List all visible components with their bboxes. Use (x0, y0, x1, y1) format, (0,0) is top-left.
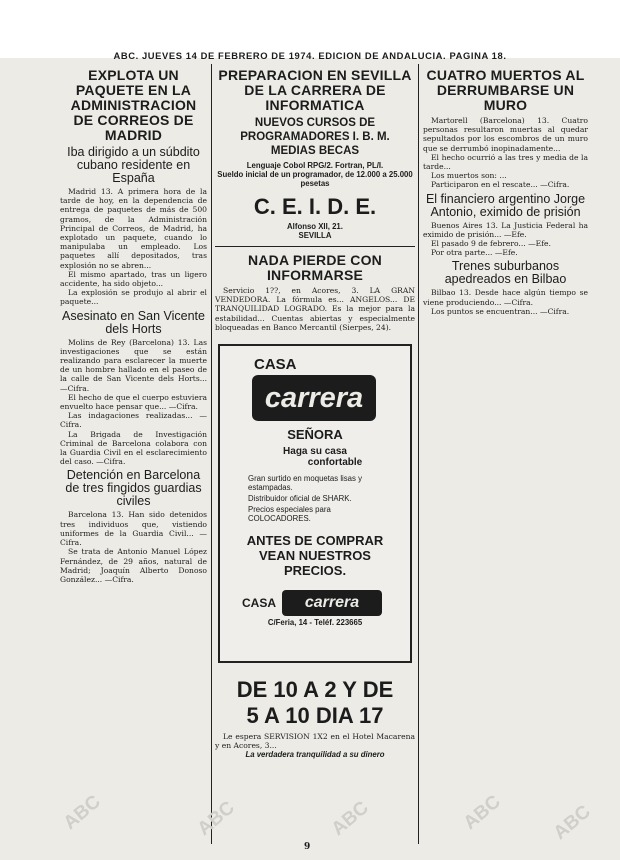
page-number: 9 (304, 842, 311, 852)
article-paragraph: Se trata de Antonio Manuel López Fernández, de 29 años, natural de Madrid; Joaquín Alberto Donoso González... —Cifra. (60, 547, 207, 584)
column-left (60, 66, 207, 846)
ceide-city: SEVILLA (298, 231, 332, 240)
ad-text: Distribuidor oficial de SHARK. (248, 494, 352, 504)
ad-haga-1: Haga su casa (283, 446, 347, 458)
ad-line: MEDIAS BECAS (270, 145, 360, 157)
ad-footer: La verdadera tranquilidad a su dinero (245, 750, 385, 760)
watermark-abc: ABC (459, 791, 505, 834)
headline-cuatro-muertos: CUATRO MUERTOS AL DERRUMBARSE UN MURO (426, 67, 585, 113)
article-paragraph: Por otra parte... —Efe. (431, 248, 518, 258)
article-paragraph: Martorell (Barcelona) 13. Cuatro personas resultaron muertas al quedar sepultados por los escombros de un muro que se derrumbó inopinadamente... (423, 116, 588, 153)
article-paragraph: La explosión se produjo al abrir el paquete... (60, 288, 207, 307)
article-paragraph: El mismo apartado, tras un ligero accidente, ha sido objeto... (60, 269, 207, 289)
section-divider (215, 246, 415, 247)
ad-line: PROGRAMADORES I. B. M. (240, 131, 390, 143)
watermark-abc: ABC (193, 797, 239, 840)
column-rule-left (211, 64, 212, 844)
article-paragraph: Barcelona 13. Han sido detenidos tres individuos que, vistiendo uniformes de la Guardia Civil... —Cifra. (60, 510, 207, 548)
ad-casa-label-2: CASA (242, 596, 277, 611)
column-rule-right (418, 64, 419, 844)
article-paragraph: Buenos Aires 13. La Justicia Federal ha eximido de prisión... —Efe. (423, 220, 588, 239)
watermark-abc: ABC (327, 797, 373, 840)
column-middle (215, 66, 415, 846)
ad-line: Lenguaje Cobol RPG/2. Fortran, PL/I. (246, 161, 384, 170)
headline-informatica: PREPARACION EN SEVILLA DE LA CARRERA DE INFORMATICA (218, 67, 412, 113)
article-paragraph: Los muertos son: ... (431, 171, 507, 181)
ceide-brand: C. E. I. D. E. (253, 194, 377, 219)
big-line-2: 5 A 10 DIA 17 (246, 703, 384, 729)
ad-line: NUEVOS CURSOS DE (254, 117, 376, 129)
article-paragraph: El hecho de que el cuerpo estuviera envuelto hace pensar que... —Cifra. (60, 392, 207, 412)
carrera-logo: carrera (252, 375, 376, 421)
ad-casa-label: CASA (254, 356, 297, 374)
subhead-financiero: El financiero argentino Jorge Antonio, eximido de prisión (425, 191, 586, 219)
article-paragraph: Los puntos se encuentran... —Cifra. (431, 306, 570, 316)
carrera-logo-small: carrera (282, 590, 382, 616)
subhead-trenes: Trenes suburbanos apedreados en Bilbao (444, 259, 567, 287)
article-paragraph: Le espera SERVISION 1X2 en el Hotel Macarena y en Acores, 3... (215, 732, 415, 751)
article-paragraph: Bilbao 13. Desde hace algún tiempo se viene produciendo... —Cifra. (423, 288, 588, 307)
casa-carrera-ad (218, 344, 412, 663)
watermark-abc: ABC (59, 791, 105, 834)
subhead-cubano: Iba dirigido a un súbdito cubano residente en España (67, 145, 200, 185)
article-paragraph: Molins de Rey (Barcelona) 13. Las investigaciones que se están realizando para esclarecer la muerte de un hombre hallado en el paseo de la calle de San Vicente dels Horts... —Cifra. (60, 337, 207, 393)
subhead-detencion: Detención en Barcelona de tres fingidos guardias civiles (65, 468, 202, 509)
subhead-asesinato: Asesinato en San Vicente dels Horts (62, 308, 205, 336)
ad-cta: ANTES DE COMPRAR VEAN NUESTROS PRECIOS. (246, 533, 384, 579)
watermark-abc: ABC (549, 801, 595, 844)
ceide-address: Alfonso XII, 21. (287, 222, 343, 231)
ad-haga-2: confortable (307, 457, 363, 469)
article-paragraph: Servicio 1??, en Acores, 3. LA GRAN VENDEDORA. La fórmula es... ANGELOS... DE TRANQUILIDAD LOGRADO. Es la mejor para la estabilidad... Cuentas abiertas y especialmente bloqueadas en Banco Mercantil (Sierpes, 24). (215, 286, 415, 332)
headline-nada-pierde: NADA PIERDE CON INFORMARSE (248, 252, 382, 283)
big-line-1: DE 10 A 2 Y DE (236, 677, 394, 703)
ad-address: C/Feria, 14 - Teléf. 223665 (267, 618, 363, 628)
ad-senora: SEÑORA (287, 427, 343, 443)
column-right (423, 66, 588, 846)
article-paragraph: Las indagaciones realizadas... —Cifra. (60, 411, 207, 430)
page-header-band (0, 0, 620, 61)
article-paragraph: La Brigada de Investigación Criminal de Barcelona colabora con la Guardia Civil en el esclarecimiento del caso. —Cifra. (60, 429, 207, 467)
article-paragraph: Participaron en el rescate... —Cifra. (431, 180, 570, 190)
article-paragraph: El pasado 9 de febrero... —Efe. (431, 239, 551, 249)
article-paragraph: Madrid 13. A primera hora de la tarde de hoy, en la dependencia de entrega de paquetes de más de 500 gramos, de la Administración Principal de Correos, de Madrid, ha explotado un paquete, cuando lo manipulaba un empleado. Los paquetes allí depositados, tras explosión no se abren... (60, 187, 207, 270)
page-folio: ABC. JUEVES 14 DE FEBRERO DE 1974. EDICION DE ANDALUCIA. PAGINA 18. (113, 50, 507, 61)
ad-text: Precios especiales para COLOCADORES. (248, 505, 331, 524)
ad-text: Gran surtido en moquetas lisas y estampadas. (248, 474, 362, 493)
ad-line: Sueldo inicial de un programador, de 12.000 a 25.000 pesetas (217, 170, 413, 188)
article-paragraph: El hecho ocurrió a las tres y media de la tarde... (423, 152, 588, 172)
headline-explota: EXPLOTA UN PAQUETE EN LA ADMINISTRACION DE CORREOS DE MADRID (70, 67, 197, 143)
